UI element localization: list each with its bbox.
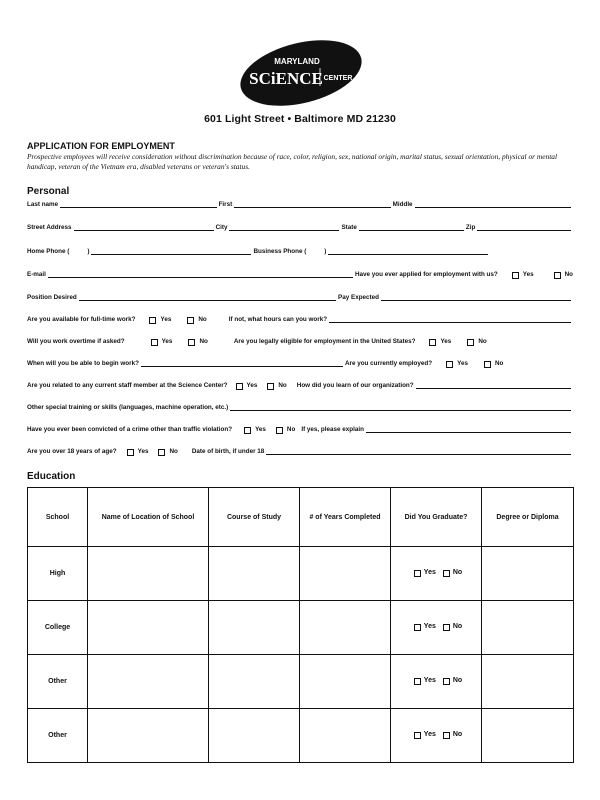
last-name-field[interactable] (60, 199, 216, 208)
full-time-yes-checkbox[interactable] (149, 317, 156, 324)
graduate-no-checkbox[interactable] (443, 678, 450, 685)
graduate-yes-label: Yes (423, 731, 436, 738)
graduate-cell (391, 547, 482, 601)
last-name-label: Last name (27, 201, 59, 208)
row-address (27, 219, 573, 231)
applied-before-no-label: No (564, 271, 573, 278)
first-name-field[interactable] (234, 199, 390, 208)
table-row (28, 655, 574, 709)
table-row (28, 547, 574, 601)
employed-label: Are you currently employed? (344, 360, 433, 367)
pay-label: Pay Expected (338, 294, 379, 301)
science-center-logo (237, 40, 365, 106)
graduate-yes-checkbox[interactable] (414, 732, 421, 739)
street-label: Street Address (27, 224, 72, 231)
convicted-yes-label: Yes (255, 426, 266, 433)
course-cell[interactable] (209, 709, 300, 763)
graduate-no-checkbox[interactable] (443, 732, 450, 739)
address: 601 Light Street • Baltimore MD 21230 (204, 113, 396, 125)
row-phone (27, 243, 573, 255)
row-name (27, 196, 573, 208)
row-overtime (27, 333, 573, 345)
years-cell[interactable] (300, 601, 391, 655)
school-location-cell[interactable] (88, 547, 209, 601)
course-cell[interactable] (209, 655, 300, 709)
learn-field[interactable] (416, 380, 571, 389)
row-begin (27, 355, 573, 367)
applied-before-yes-checkbox[interactable] (512, 272, 519, 279)
pay-field[interactable] (381, 292, 571, 301)
logo-text-science: SCiENCE (249, 69, 323, 88)
row-over18 (27, 443, 573, 455)
hours-field[interactable] (329, 314, 571, 323)
degree-cell[interactable] (482, 709, 574, 763)
graduate-yes-checkbox[interactable] (414, 624, 421, 631)
full-time-no-label: No (198, 316, 207, 323)
convicted-no-checkbox[interactable] (276, 427, 283, 434)
full-time-yes-label: Yes (160, 316, 172, 323)
school-type-cell: College (28, 601, 88, 655)
school-type-cell: High (28, 547, 88, 601)
disclaimer-text: Prospective employees will receive consideration without discrimination because of race, color, religion, sex, national origin, marital status, sexual orientation, physical or mental handicap, veteran of the Vietnam era, disabled veterans or veteran's status. (27, 152, 557, 171)
zip-label: Zip (465, 224, 476, 231)
full-time-no-checkbox[interactable] (187, 317, 194, 324)
middle-name-field[interactable] (415, 199, 571, 208)
years-cell[interactable] (300, 655, 391, 709)
applied-before-label: Have you ever applied for employment with us? (354, 271, 498, 278)
begin-label: When will you be able to begin work? (27, 360, 139, 367)
position-label: Position Desired (27, 294, 77, 301)
explain-label: If yes, please explain (301, 426, 364, 433)
row-related (27, 377, 573, 389)
home-phone-close: ) (87, 248, 90, 255)
table-row (28, 601, 574, 655)
state-label: State (341, 224, 357, 231)
convicted-yes-checkbox[interactable] (244, 427, 251, 434)
explain-field[interactable] (366, 424, 571, 433)
skills-field[interactable] (230, 402, 571, 411)
graduate-no-label: No (452, 731, 463, 738)
state-field[interactable] (359, 222, 464, 231)
col-school: School (28, 488, 88, 547)
eligible-no-checkbox[interactable] (467, 339, 474, 346)
graduate-no-label: No (452, 623, 463, 630)
graduate-no-label: No (452, 677, 463, 684)
school-location-cell[interactable] (88, 655, 209, 709)
col-course: Course of Study (209, 488, 300, 547)
overtime-label: Will you work overtime if asked? (27, 338, 125, 345)
over18-label: Are you over 18 years of age? (27, 448, 117, 455)
city-label: City (215, 224, 228, 231)
graduate-no-checkbox[interactable] (443, 570, 450, 577)
years-cell[interactable] (300, 547, 391, 601)
hours-label: If not, what hours can you work? (228, 316, 328, 323)
col-years: # of Years Completed (300, 488, 391, 547)
degree-cell[interactable] (482, 547, 574, 601)
logo-text-maryland: MARYLAND (274, 57, 320, 66)
years-cell[interactable] (300, 709, 391, 763)
overtime-no-checkbox[interactable] (188, 339, 195, 346)
graduate-yes-checkbox[interactable] (414, 678, 421, 685)
first-name-label: First (218, 201, 233, 208)
section-personal-heading: Personal (27, 186, 70, 197)
dob-label: Date of birth, if under 18 (191, 448, 265, 455)
graduate-cell (391, 655, 482, 709)
graduate-yes-label: Yes (423, 623, 436, 630)
email-field[interactable] (48, 269, 353, 278)
degree-cell[interactable] (482, 655, 574, 709)
eligible-label: Are you legally eligible for employment in the United States? (233, 338, 416, 345)
row-email (27, 266, 573, 278)
convicted-label: Have you ever been convicted of a crime other than traffic violation? (27, 426, 233, 433)
row-skills (27, 399, 573, 411)
employed-no-label: No (494, 360, 504, 367)
dob-field[interactable] (266, 446, 571, 455)
home-phone-field[interactable] (91, 246, 251, 255)
convicted-no-label: No (286, 426, 296, 433)
over18-no-label: No (169, 448, 178, 455)
school-type-cell: Other (28, 655, 88, 709)
business-phone-close: ) (324, 248, 327, 255)
col-degree: Degree or Diploma (482, 488, 574, 547)
position-field[interactable] (79, 292, 336, 301)
employed-yes-checkbox[interactable] (446, 361, 453, 368)
related-label: Are you related to any current staff member at the Science Center? (27, 382, 228, 389)
middle-name-label: Middle (392, 201, 413, 208)
section-education-heading: Education (27, 471, 76, 482)
table-row (28, 709, 574, 763)
employed-yes-label: Yes (457, 360, 468, 367)
graduate-yes-checkbox[interactable] (414, 570, 421, 577)
overtime-no-label: No (199, 338, 208, 345)
school-location-cell[interactable] (88, 709, 209, 763)
row-position (27, 289, 573, 301)
graduate-yes-label: Yes (423, 569, 436, 576)
logo-text-center: CENTER (323, 75, 353, 82)
school-location-cell[interactable] (88, 601, 209, 655)
applied-before-yes-label: Yes (522, 271, 534, 278)
related-yes-checkbox[interactable] (236, 383, 243, 390)
graduate-cell (391, 601, 482, 655)
email-label: E-mail (27, 271, 46, 278)
applied-before-no-checkbox[interactable] (554, 272, 561, 279)
eligible-yes-label: Yes (440, 338, 452, 345)
graduate-yes-label: Yes (423, 677, 436, 684)
full-time-label: Are you available for full-time work? (27, 316, 136, 323)
col-school-location: Name of Location of School (88, 488, 209, 547)
business-phone-label: Business Phone ( (253, 248, 307, 255)
graduate-cell (391, 709, 482, 763)
learn-label: How did you learn of our organization? (296, 382, 414, 389)
employed-no-checkbox[interactable] (484, 361, 491, 368)
city-field[interactable] (229, 222, 339, 231)
street-field[interactable] (74, 222, 214, 231)
begin-field[interactable] (141, 358, 343, 367)
over18-yes-checkbox[interactable] (127, 449, 134, 456)
page-title: APPLICATION FOR EMPLOYMENT (27, 141, 175, 151)
skills-label: Other special training or skills (languages, machine operation, etc.) (27, 404, 229, 411)
overtime-yes-checkbox[interactable] (151, 339, 158, 346)
related-yes-label: Yes (246, 382, 258, 389)
school-type-cell: Other (28, 709, 88, 763)
course-cell[interactable] (209, 601, 300, 655)
course-cell[interactable] (209, 547, 300, 601)
zip-field[interactable] (477, 222, 571, 231)
graduate-no-checkbox[interactable] (443, 624, 450, 631)
education-table (27, 487, 574, 763)
row-full-time (27, 311, 573, 323)
eligible-no-label: No (478, 338, 487, 345)
business-phone-field[interactable] (328, 246, 488, 255)
home-phone-label: Home Phone ( (27, 248, 70, 255)
related-no-label: No (278, 382, 287, 389)
eligible-yes-checkbox[interactable] (429, 339, 436, 346)
education-header-row (28, 488, 574, 547)
graduate-no-label: No (452, 569, 463, 576)
col-graduate: Did You Graduate? (391, 488, 482, 547)
row-convicted (27, 421, 573, 433)
over18-yes-label: Yes (137, 448, 149, 455)
related-no-checkbox[interactable] (267, 383, 274, 390)
over18-no-checkbox[interactable] (158, 449, 165, 456)
degree-cell[interactable] (482, 601, 574, 655)
overtime-yes-label: Yes (161, 338, 173, 345)
